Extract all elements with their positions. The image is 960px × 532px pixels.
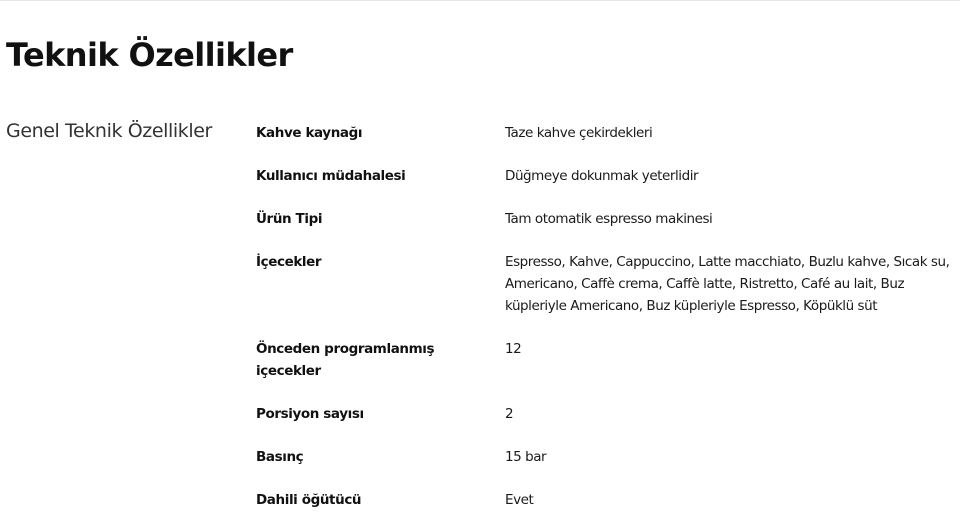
spec-row-user-interaction bbox=[256, 165, 956, 187]
page-title: Teknik Özellikler bbox=[6, 36, 293, 74]
section-title: Genel Teknik Özellikler bbox=[6, 120, 212, 142]
spec-label: Kahve kaynağı bbox=[256, 125, 363, 141]
spec-label: Dahili öğütücü bbox=[256, 492, 362, 508]
spec-row-built-in-grinder bbox=[256, 489, 956, 511]
spec-label: İçecekler bbox=[256, 254, 322, 270]
spec-value: Düğmeye dokunmak yeterlidir bbox=[505, 168, 699, 184]
spec-value: Espresso, Kahve, Cappuccino, Latte macchiato, Buzlu kahve, Sıcak su, Americano, Caffè crema, Caffè latte, Ristretto, Café au lait, Buz küpleriyle Americano, Buz küpleriyle Espresso, Köpüklü süt bbox=[505, 254, 950, 314]
spec-value: 2 bbox=[505, 406, 514, 422]
spec-value: Tam otomatik espresso makinesi bbox=[505, 211, 713, 227]
spec-label: Ürün Tipi bbox=[256, 211, 323, 227]
spec-label: Porsiyon sayısı bbox=[256, 406, 364, 422]
spec-label: Önceden programlanmış içecekler bbox=[256, 341, 435, 379]
spec-row-portions bbox=[256, 403, 956, 425]
spec-row-coffee-source bbox=[256, 122, 956, 144]
spec-label: Basınç bbox=[256, 449, 304, 465]
spec-row-product-type bbox=[256, 208, 956, 230]
spec-label: Kullanıcı müdahalesi bbox=[256, 168, 406, 184]
spec-value: 12 bbox=[505, 341, 522, 357]
spec-row-pressure bbox=[256, 446, 956, 468]
spec-value: Evet bbox=[505, 492, 534, 508]
spec-list bbox=[256, 122, 956, 532]
top-divider bbox=[0, 0, 960, 1]
spec-row-preprogrammed-beverages bbox=[256, 338, 956, 382]
spec-row-beverages bbox=[256, 251, 956, 317]
spec-value: 15 bar bbox=[505, 449, 547, 465]
spec-value: Taze kahve çekirdekleri bbox=[505, 125, 653, 141]
